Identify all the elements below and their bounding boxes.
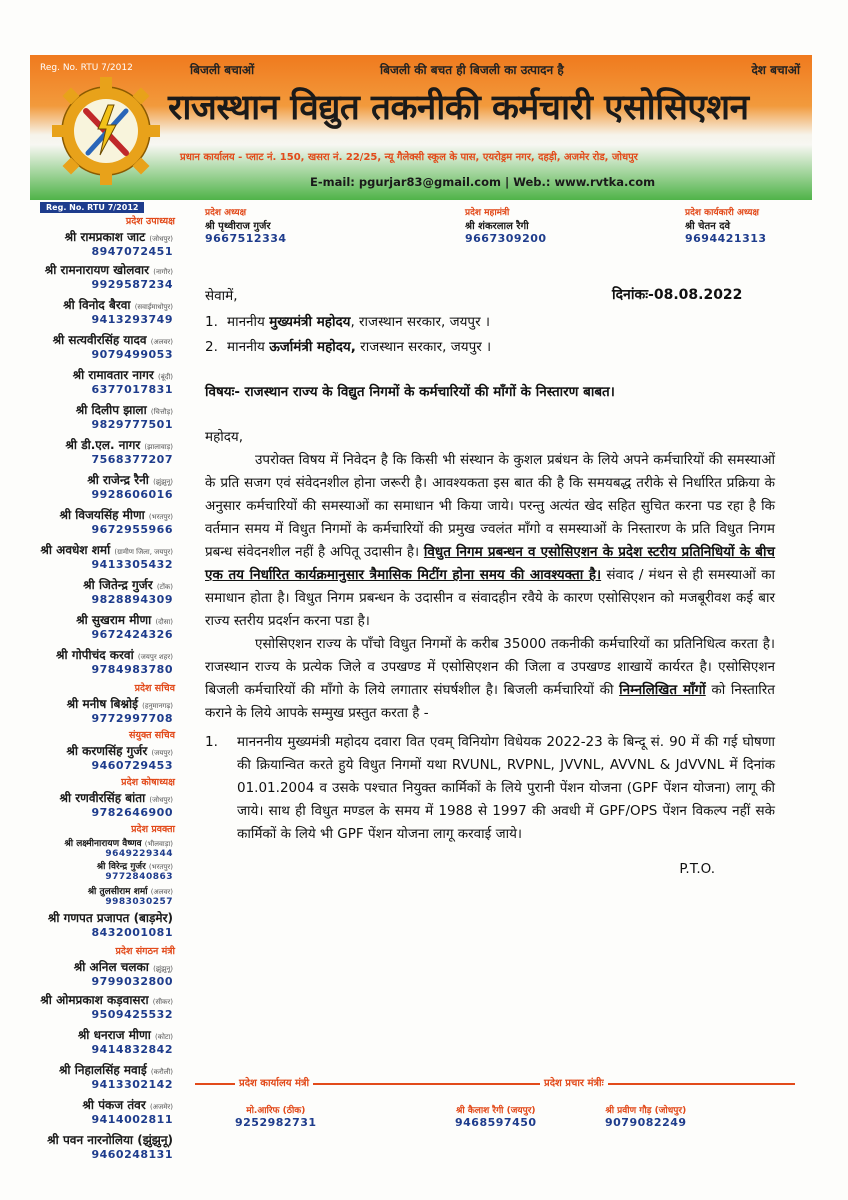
sidebar-member-phone: 9672955966 [91,523,173,536]
sidebar-member-name: श्री जितेन्द्र गुर्जर (टोंक) [83,578,173,592]
bearer-general-secretary [465,205,547,245]
sidebar-member-place: (झुंझुनू) [153,965,173,973]
footer-person: मो.आरिफ (ठीक) 9252982731 [235,1106,317,1129]
sidebar-member-name: श्री तुलसीराम शर्मा (अलवर) [87,887,173,897]
sidebar-member-place: (दौसा) [155,618,173,626]
sidebar-member-phone: 9649229344 [105,849,173,859]
sidebar-member-phone: 9414002811 [91,1113,173,1126]
sidebar-member-name: श्री धनराज मीणा (कोटा) [77,1028,173,1042]
sidebar-member-phone: 9782646900 [91,806,173,819]
sidebar-member-name: श्री रामावतार नागर (बूंदी) [72,368,173,382]
sidebar-member [0,296,185,326]
demand-number: 1. [205,734,218,750]
sidebar-member-place: (भरतपुर) [148,863,173,871]
sidebar-member-place: (झुंझुनू) [153,478,173,486]
letter-footer [195,1075,815,1155]
sidebar-member [0,822,185,859]
bearer-president [205,205,287,245]
sidebar-member-name: श्री पवन नारनोलिया (झुंझुनू) [47,1133,173,1147]
gear-with-tools-logo-icon [50,75,162,187]
sidebar-member [0,541,185,571]
sidebar-member-name: श्री मनीष बिश्नोई (हनुमानगढ़) [66,697,173,711]
sidebar-role: संयुक्त सचिव [129,730,175,741]
sidebar-member-name: श्री गणपत प्रजापत (बाड़मेर) [47,911,173,925]
sidebar-member [0,1096,185,1126]
sidebar-member-name: श्री ओमप्रकाश कड़वासरा (सीकर) [40,993,173,1007]
sidebar-member-phone: 6377017831 [91,383,173,396]
paragraph-2: एसोसिएशन राज्य के पाँचो विधुत निगमों के करीब 35000 तकनीकी कर्मचारियों का प्रतिनिधित्व करता है। राजस्थान राज्य के प्रत्येक जिले व उपखण्ड में एसोसिएशन की जिला व उपखण्ड शाखायें कार्यरत है। एसोसिएशन बिजली कर्मचारियों की माँगो के लिये लगातार संघर्षशील है। बिजली कर्मचारियों की निम्नलिखित माँगों को निस्तारित कराने के लिये आपके सम्मुख प्रस्तुत करता है - [205,636,775,721]
sidebar-member-name: श्री डी.एल. नागर (झालावाड़) [65,438,173,452]
sidebar-member-name: श्री विनोद बैरवा (सवाईमाधोपुर) [63,298,173,312]
sidebar-member-phone: 9460729453 [91,759,173,772]
letter-body [205,285,775,881]
sidebar-member-phone: 9413302142 [91,1078,173,1091]
sidebar-member-phone: 8947072451 [91,245,173,258]
sidebar-member-phone: 9413293749 [91,313,173,326]
sidebar-member [0,1026,185,1056]
addressee: सेवामें, [205,288,238,304]
sidebar-member-phone: 9672424326 [91,628,173,641]
sidebar-member-name: श्री विजयसिंह मीणा (भरतपुर) [59,508,173,522]
sidebar-member [0,944,185,988]
sidebar-member-phone: 8432001081 [91,926,173,939]
sidebar-member-place: (अलवर) [150,888,173,896]
sidebar-member [0,1131,185,1161]
sidebar-member-name: श्री गोपीचंद करवां (जयपुर शहर) [56,648,173,662]
bearer-name: श्री चेतन दवे [685,221,731,232]
sidebar-member-place: (हनुमानगढ़) [142,702,173,710]
sidebar-member-place: (झालावाड़) [144,443,173,451]
sidebar-member-place: (चित्तौड़) [150,408,173,416]
sidebar-role: प्रदेश प्रवक्ता [131,824,175,835]
sidebar-member-phone: 9460248131 [91,1148,173,1161]
sidebar-role: प्रदेश कोषाध्यक्ष [121,777,175,788]
sidebar-member [0,401,185,431]
sidebar-member [0,471,185,501]
banner-reg-no: Reg. No. RTU 7/2012 [40,63,133,73]
sidebar-member-place: (भीलवाड़ा) [144,840,173,848]
sidebar-member-phone: 9828894309 [91,593,173,606]
sidebar-member [0,991,185,1021]
sidebar-member-phone: 9772997708 [91,712,173,725]
salutation: महोदय, [205,429,244,445]
sidebar-member-place: (जोधपुर) [149,235,173,243]
sidebar-member [0,611,185,641]
sidebar-member-place: (जयपुर) [151,749,173,757]
sidebar-member-phone: 9799032800 [91,975,173,988]
sidebar-role: प्रदेश सचिव [134,683,175,694]
sidebar-member-place: (जोधपुर) [149,796,173,804]
sidebar-member-name: श्री राजेन्द्र रैनी (झुंझुनू) [87,473,173,487]
sidebar-member-phone: 9413305432 [91,558,173,571]
organization-name: राजस्थान विद्युत तकनीकी कर्मचारी एसोसिएशन [168,88,749,128]
sidebar-member-name: श्री अनिल चलका (झुंझुनू) [73,960,173,974]
bearer-role: प्रदेश अध्यक्ष [205,208,247,218]
contact-email-web: E-mail: pgurjar83@gmail.com | Web.: www.rvtka.com [310,175,656,189]
office-bearers-sidebar [0,200,185,1200]
sidebar-member [0,728,185,772]
sidebar-member-name: श्री सुखराम मीणा (दौसा) [76,613,173,627]
sidebar-member-place: (अलवर) [150,338,173,346]
sidebar-member-name: श्री रणवीरसिंह बांता (जोधपुर) [59,791,173,805]
sidebar-member [0,646,185,676]
sidebar-member-phone: 9079499053 [91,348,173,361]
sidebar-member-phone: 7568377207 [91,453,173,466]
sidebar-member-place: (जयपुर शहर) [137,653,173,661]
paragraph-1: उपरोक्त विषय में निवेदन है कि किसी भी संस्थान के कुशल प्रबंधन के लिये अपने कर्मचारियों की समस्याओं के प्रति सजग एवं संवेदनशील होना जरूरी है। आवश्यकता इस बात की है कि समयबद्ध तरीके से निर्धारित प्रक्रिया के अनुसार कर्मचारियों की समस्याओं का समाधान भी किया जाये। परन्तु अत्यंत खेद सहित सुचित करना पड रहा है कि वर्तमान समय में विधुत निगमों के कर्मचारियों की प्रमुख ज्वलंत माँगो व समस्याओं के निस्तारण के प्रति विधुत निगम प्रबन्ध संवेदनशील नहीं है अपितू उदासीन है। विधुत निगम प्रबन्धन व एसोसिएशन के प्रदेश स्टरीय प्रतिनिधियों के बीच एक तय निर्धारित कार्यक्रमानुसार त्रैमासिक मिटींग होना समय की आवश्यक्ता है। संवाद / मंथन से ही समस्याओं का समाधान होता है। विधुत निगम प्रबन्धन के उदासीन व संवादहीन रवैये के कारण एसोसिएशन को मजबूरीवश कई बार राज्य स्तरीय प्रदर्शन करना पडा है। [205,452,776,629]
sidebar-member-place: (अजमेर) [149,1103,173,1111]
sidebar-member [0,909,185,939]
footer-label-publicity: प्रदेश प्रचार मंत्रीः [540,1075,608,1089]
footer-person: श्री कैलाश रैगी (जयपुर) 9468597450 [455,1106,537,1129]
sidebar-member-name: श्री करणसिंह गुर्जर (जयपुर) [66,744,173,758]
footer-person: श्री प्रवीण गौड़ (जोधपुर) 9079082249 [605,1106,687,1129]
sidebar-member-name: श्री पंकज तंवर (अजमेर) [82,1098,173,1112]
sidebar-member [0,366,185,396]
letter-date: दिनांकः-08.08.2022 [612,287,743,303]
sidebar-member-phone: 9784983780 [91,663,173,676]
sidebar-member [0,214,185,258]
pto-note: P.T.O. [679,861,715,877]
bearer-phone: 9667512334 [205,232,287,245]
sidebar-role: प्रदेश उपाध्यक्ष [125,216,175,227]
sidebar-member-place: (कोटा) [155,1033,173,1041]
sidebar-member-phone: 9929587234 [91,278,173,291]
slogan-left: बिजली बचाओं [190,63,255,77]
demand-item-1 [205,731,775,846]
bearer-name: श्री पृथ्वीराज गुर्जर [205,221,271,232]
sidebar-member-place: (सवाईमाधोपुर) [134,303,173,311]
sidebar-member-name: श्री अवधेश शर्मा (ग्रामीण जिला, जयपुर) [40,543,173,557]
sidebar-member [0,261,185,291]
sidebar-member [0,506,185,536]
sidebar-member [0,859,185,882]
sidebar-member-phone: 9829777501 [91,418,173,431]
sidebar-reg-no: Reg. No. RTU 7/2012 [40,202,144,213]
sidebar-member-name: श्री निहालसिंह मवाई (करौली) [58,1063,173,1077]
sidebar-member-name: श्री दिलीप झाला (चित्तौड़) [75,403,173,417]
sidebar-member [0,576,185,606]
sidebar-member-place: (भरतपुर) [148,513,173,521]
sidebar-member [0,1061,185,1091]
sidebar-member-place: (करौली) [150,1068,173,1076]
sidebar-member-phone: 9772840863 [105,872,173,882]
bearer-name: श्री शंकरलाल रैगी [465,221,529,232]
letterhead-banner [30,55,812,200]
sidebar-member-place: (ग्रामीण जिला, जयपुर) [114,548,173,556]
recipients-list [205,311,775,359]
bearer-working-president [685,205,767,245]
bearer-phone: 9667309200 [465,232,547,245]
sidebar-member-phone: 9414832842 [91,1043,173,1056]
sidebar-member [0,681,185,725]
recipient-item: 2. माननीय ऊर्जामंत्री महोदय, राजस्थान सरकार, जयपुर । [205,339,492,355]
sidebar-member [0,775,185,819]
slogan-middle: बिजली की बचत ही बिजली का उत्पादन है [380,63,564,77]
sidebar-member-name: श्री रामनारायण खोलवार (नागौर) [44,263,173,277]
sidebar-member [0,884,185,907]
sidebar-member-name: श्री सत्यवीरसिंह यादव (अलवर) [52,333,173,347]
demand-text: मानननीय मुख्यमंत्री महोदय दवारा वित एवम् विनियोग विधेयक 2022-23 के बिन्दू सं. 90 में की गई घोषणा की क्रियान्वित करते हुये विधुत निगमों यथा RVUNL, RVPNL, JVVNL, AVVNL & JdVVNL में दिनांक 01.01.2004 व उसके पश्चात नियुक्त कार्मिकों के लिये पुरानी पेंशन योजना (GPF पेंशन योजना) लागू की जाये। साथ ही विधुत मण्डल के समय में 1988 से 1997 की अवधी में GPF/OPS पेंशन विकल्प नहीं सके कार्मिकों के लिये भी GPF पेंशन योजना लागू करवाई जाये। [237,734,775,842]
sidebar-member-place: (नागौर) [153,268,173,276]
sidebar-member-place: (टोंक) [156,583,173,591]
sidebar-member-name: श्री रामप्रकाश जाट (जोधपुर) [64,230,173,244]
sidebar-member-place: (बूंदी) [158,373,173,381]
top-office-bearers [195,205,815,260]
sidebar-member [0,331,185,361]
slogan-right: देश बचाओं [751,63,800,77]
footer-label-office: प्रदेश कार्यालय मंत्री [235,1075,313,1089]
sidebar-member-place: (सीकर) [152,998,173,1006]
bearer-role: प्रदेश महामंत्री [465,208,510,218]
letter-subject: विषयः- राजस्थान राज्य के विद्युत निगमों के कर्मचारियों की माँगों के निस्तारण बाबत। [205,384,615,400]
sidebar-role: प्रदेश संगठन मंत्री [115,946,175,957]
sidebar-member-name: श्री लक्ष्मीनारायण वैष्णव (भीलवाड़ा) [64,839,173,849]
sidebar-member-phone: 9983030257 [105,897,173,907]
recipient-item: 1. माननीय मुख्यमंत्री महोदय, राजस्थान सरकार, जयपुर । [205,314,491,330]
head-office-address: प्रधान कार्यालय - प्लाट नं. 150, खसरा नं. 22/25, न्यू गैलेक्सी स्कूल के पास, एयरोड्रम नगर, दहड़ी, अजमेर रोड, जोधपुर [180,152,638,163]
sidebar-member-phone: 9928606016 [91,488,173,501]
bearer-phone: 9694421313 [685,232,767,245]
sidebar-member [0,436,185,466]
bearer-role: प्रदेश कार्यकारी अध्यक्ष [685,208,759,218]
sidebar-member-name: श्री विरेन्द्र गुर्जर (भरतपुर) [96,862,173,872]
sidebar-member-phone: 9509425532 [91,1008,173,1021]
